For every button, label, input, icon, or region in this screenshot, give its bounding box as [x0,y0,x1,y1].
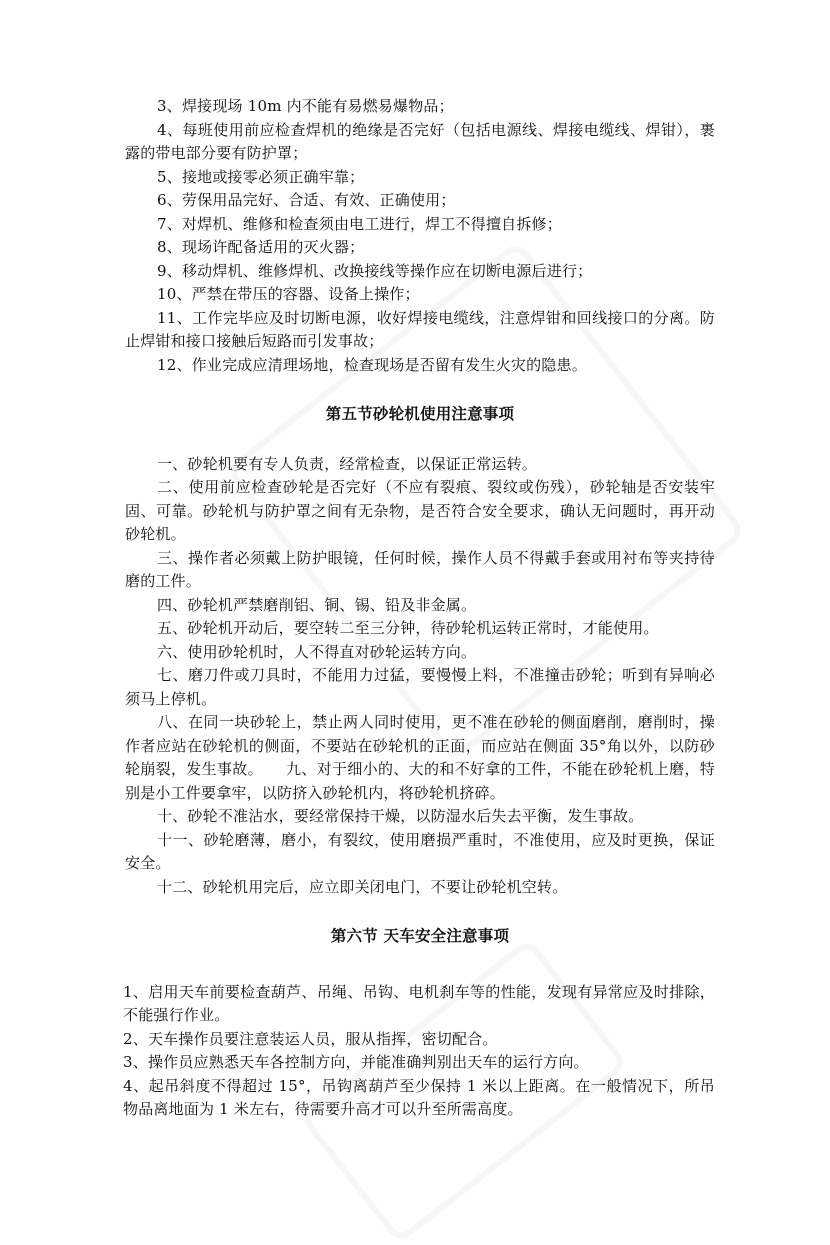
grinder-safety-list [125,453,715,900]
grinder-item: 一、砂轮机要有专人负责，经常检查，以保证正常运转。 [157,454,538,473]
crane-item: 1、启用天车前要检查葫芦、吊绳、吊钩、电机刹车等的性能，发现有异常应及时排除，不能强行作业。 [123,982,715,1024]
welding-item: 5、接地或接零必须正确牢靠； [157,167,365,186]
welding-item: 12、作业完成应清理场地，检查现场是否留有发生火灾的隐患。 [157,355,587,374]
section-six-title: 第六节 天车安全注意事项 [330,927,510,945]
crane-item: 3、操作员应熟悉天车各控制方向，并能准确判别出天车的运行方向。 [123,1053,589,1071]
grinder-item: 二、使用前应检查砂轮是否完好（不应有裂痕、裂纹或伤残），砂轮轴是否安装牢固、可靠。砂轮机与防护罩之间有无杂物，是否符合安全要求，确认无问题时，再开动砂轮机。 [125,478,715,543]
crane-item: 2、天车操作员要注意装运人员，服从指挥，密切配合。 [123,1029,498,1048]
welding-item: 10、严禁在带压的容器、设备上操作； [157,285,420,303]
grinder-item: 八、在同一块砂轮上，禁止两人同时使用，更不准在砂轮的侧面磨削，磨削时，操作者应站在砂轮机的侧面，不要站在砂轮机的正面，而应站在侧面 35°角以外，以防砂轮崩裂，发生事故。 九、对于细小的、大的和不好拿的工件，不能在砂轮机上磨，特别是小工件要拿牢，以防挤入砂轮机内，将砂轮机挤碎。 [125,713,715,802]
crane-safety-list [123,981,715,1122]
document-body [125,95,715,1122]
welding-item: 9、移动焊机、维修焊机、改换接线等操作应在切断电源后进行； [157,261,593,280]
welding-item: 3、焊接现场 10m 内不能有易燃易爆物品； [157,97,454,115]
grinder-item: 十二、砂轮机用完后，应立即关闭电门，不要让砂轮机空转。 [157,877,568,896]
welding-item: 4、每班使用前应检查焊机的绝缘是否完好（包括电源线、焊接电缆线、焊钳），裹露的带电部分要有防护罩； [125,120,715,162]
grinder-item: 十、砂轮不准沾水，要经常保持干燥，以防湿水后失去平衡，发生事故。 [157,807,644,825]
section-five-title: 第五节砂轮机使用注意事项 [325,405,515,423]
grinder-item: 十一、砂轮磨薄，磨小，有裂纹，使用磨损严重时，不准使用，应及时更换，保证安全。 [125,830,715,872]
welding-item: 6、劳保用品完好、合适、有效、正确使用； [157,191,456,209]
grinder-item: 三、操作者必须戴上防护眼镜，任何时候，操作人员不得戴手套或用衬布等夹持待磨的工件。 [125,548,715,590]
grinder-item: 六、使用砂轮机时，人不得直对砂轮运转方向。 [157,642,477,661]
crane-item: 4、起吊斜度不得超过 15°，吊钩离葫芦至少保持 1 米以上距离。在一般情况下，所吊物品离地面为 1 米左右，待需要升高才可以升至所需高度。 [123,1076,715,1118]
grinder-item: 四、砂轮机严禁磨削铝、铜、锡、铅及非金属。 [157,595,477,614]
welding-item: 8、现场许配备适用的灭火器； [157,238,365,256]
welding-item: 7、对焊机、维修和检查须由电工进行，焊工不得擅自拆修； [157,214,562,233]
grinder-item: 五、砂轮机开动后，要空转二至三分钟，待砂轮机运转正常时，才能使用。 [157,619,659,637]
welding-item: 11、工作完毕应及时切断电源，收好焊接电缆线，注意焊钳和回线接口的分离。防止焊钳和接口接触后短路而引发事故； [125,308,715,350]
grinder-item: 七、磨刀件或刀具时，不能用力过猛，要慢慢上料，不准撞击砂轮；听到有异响必须马上停机。 [125,666,715,708]
welding-safety-list [125,95,715,377]
